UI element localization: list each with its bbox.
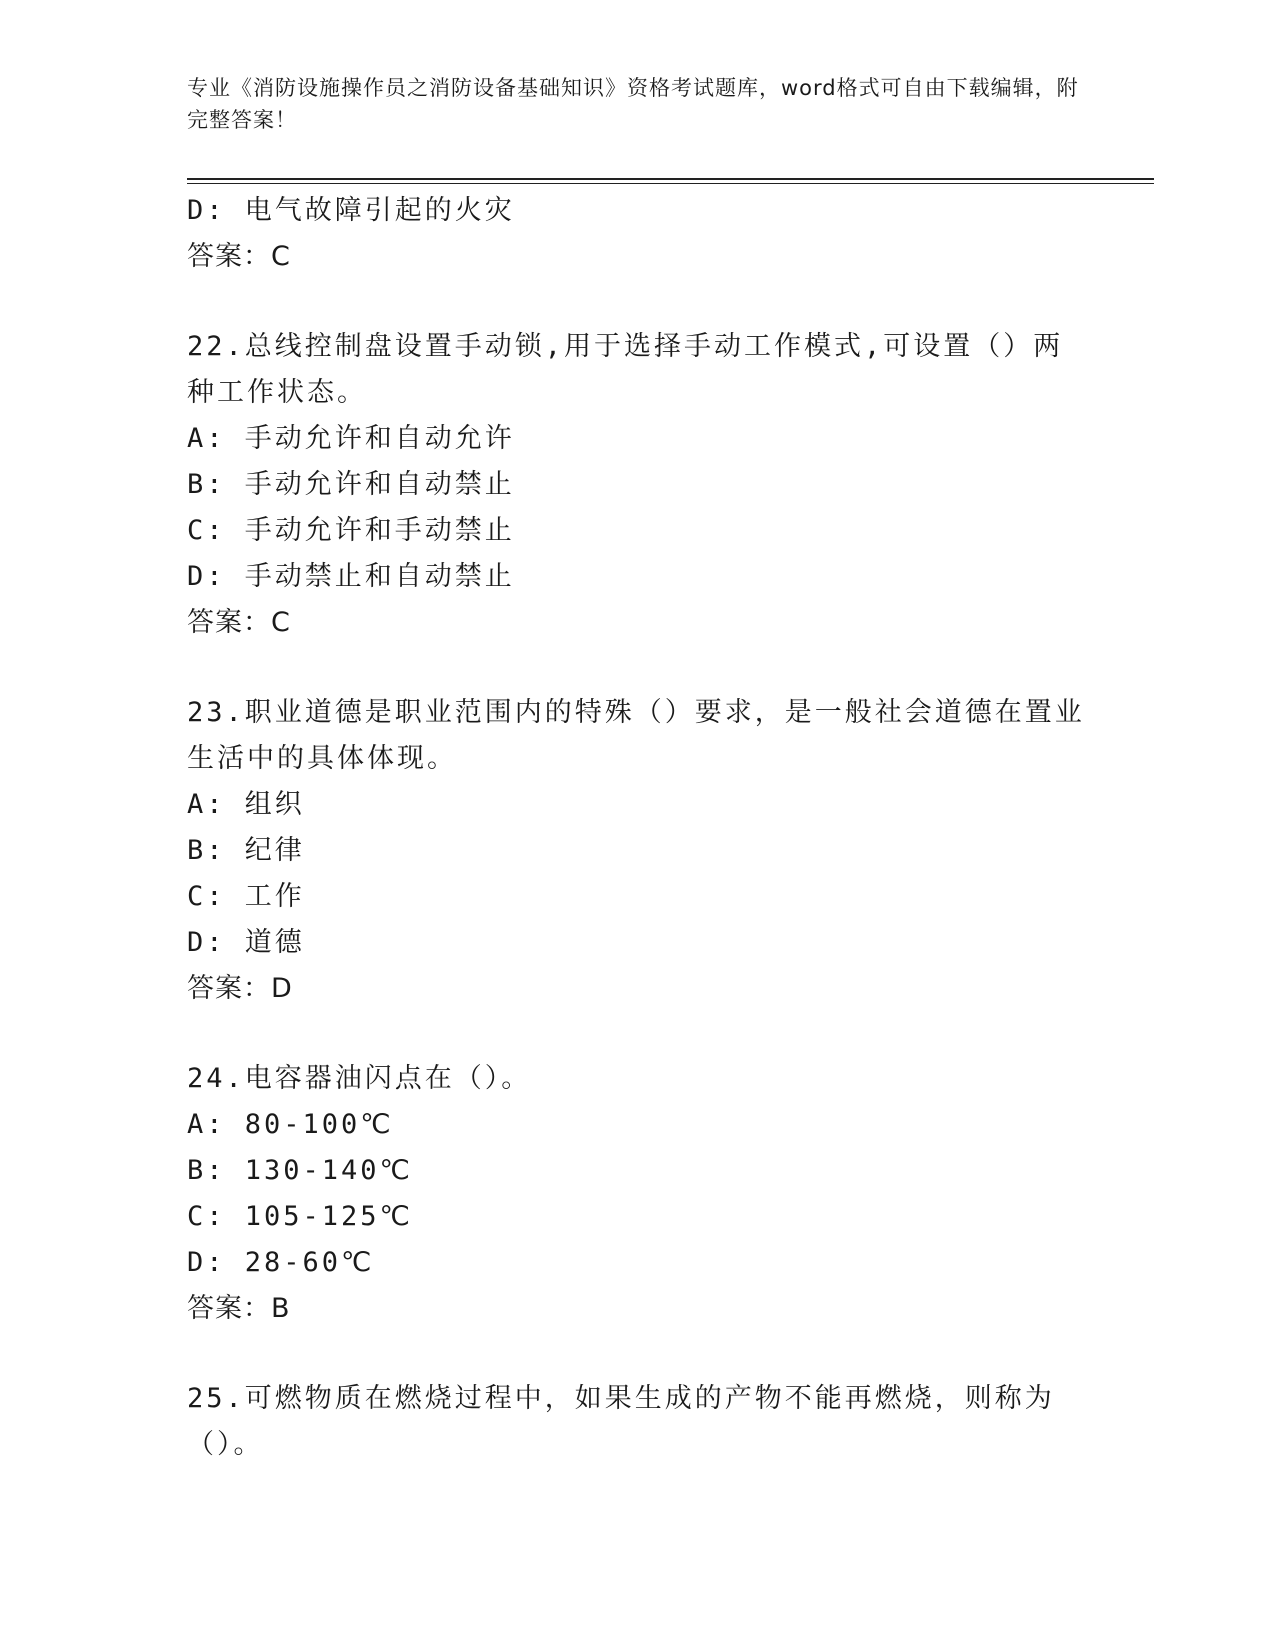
option-d: D: 道德 (187, 927, 305, 958)
answer-label: 答案：B (187, 1293, 291, 1324)
option-b: B: 手动允许和自动禁止 (187, 469, 515, 500)
question-stem: 24.电容器油闪点在（）。 (187, 1063, 532, 1094)
document-header: 专业《消防设施操作员之消防设备基础知识》资格考试题库，word格式可自由下载编辑，附完整答案！ (187, 76, 1079, 132)
answer-label: 答案：D (187, 973, 293, 1004)
option-b: B: 纪律 (187, 835, 305, 866)
question-stem: 22.总线控制盘设置手动锁,用于选择手动工作模式,可设置（）两种工作状态。 (187, 331, 1064, 408)
answer-label: 答案：C (187, 241, 291, 272)
option-a: A: 80-100℃ (187, 1109, 394, 1140)
option-d: D: 电气故障引起的火灾 (187, 195, 515, 226)
option-d: D: 28-60℃ (187, 1247, 375, 1278)
question-24 (187, 1056, 1087, 1332)
question-25 (187, 1376, 1087, 1468)
question-content (187, 188, 1087, 1468)
option-c: C: 105-125℃ (187, 1201, 413, 1232)
answer-label: 答案：C (187, 607, 291, 638)
question-23 (187, 690, 1087, 1012)
option-a: A: 组织 (187, 789, 305, 820)
header-divider-thick (187, 178, 1154, 180)
option-d: D: 手动禁止和自动禁止 (187, 561, 515, 592)
question-stem: 25.可燃物质在燃烧过程中，如果生成的产物不能再燃烧，则称为（）。 (187, 1383, 1055, 1460)
option-b: B: 130-140℃ (187, 1155, 413, 1186)
question-22 (187, 324, 1087, 646)
option-a: A: 手动允许和自动允许 (187, 423, 515, 454)
option-c: C: 工作 (187, 881, 305, 912)
option-c: C: 手动允许和手动禁止 (187, 515, 515, 546)
question-stem: 23.职业道德是职业范围内的特殊（）要求，是一般社会道德在置业生活中的具体体现。 (187, 697, 1085, 774)
header-divider-thin (187, 183, 1154, 184)
